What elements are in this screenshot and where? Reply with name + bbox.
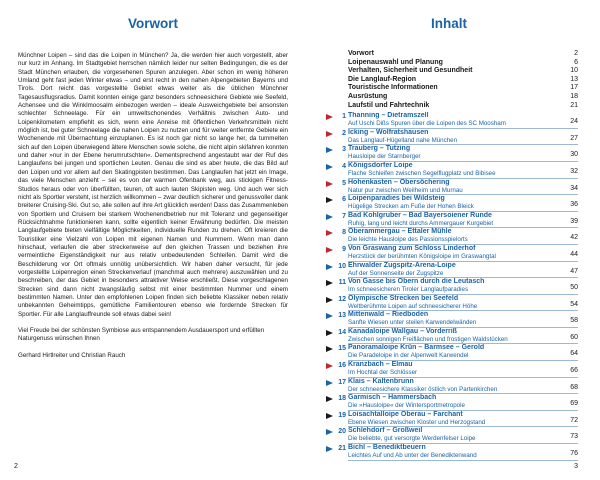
tour-subtitle: Die Paradeloipe in der Alpenwelt Karwendel <box>348 352 469 360</box>
flag-icon <box>326 164 333 170</box>
toc-entry-page: 2 <box>574 50 578 57</box>
toc-entry-page: 13 <box>570 75 578 83</box>
foreword-body <box>18 52 288 319</box>
flag-icon <box>326 297 333 303</box>
tour-number: 9 <box>342 245 346 253</box>
foreword-closing <box>18 327 288 344</box>
toc-tour-entry[interactable] <box>338 294 578 312</box>
tour-title: Kranzbach – Elmau <box>348 361 413 369</box>
page-number-right: 3 <box>574 463 578 470</box>
toc-tour-entry[interactable] <box>338 344 578 361</box>
toc-tour-entry[interactable] <box>342 128 578 146</box>
tour-title: Klais – Kaltenbrunn <box>348 377 414 385</box>
toc-entry-page: 18 <box>570 92 578 100</box>
tour-number: 8 <box>342 229 346 237</box>
tour-title: Ehrwalder Zugspitz-Arena-Loipe <box>348 261 456 269</box>
page-heading-inhalt: Inhalt <box>431 16 467 31</box>
flag-icon <box>326 280 333 286</box>
toc-tour-entry[interactable] <box>342 228 578 245</box>
toc-tour-entry[interactable] <box>342 112 578 129</box>
tour-number: 21 <box>338 445 346 453</box>
toc-tour-entry[interactable] <box>342 161 578 179</box>
tour-subtitle: Das Langlauf-Hügelland nahe München <box>348 136 458 144</box>
tour-number: 6 <box>342 196 346 204</box>
tour-subtitle: Die »Hausloipe« der Wintersportmetropole <box>348 402 465 410</box>
toc-tour-entry[interactable] <box>342 195 578 212</box>
toc-entry[interactable] <box>348 84 578 93</box>
tour-number: 7 <box>342 212 346 220</box>
toc-entry-page: 21 <box>570 101 578 109</box>
tour-page: 72 <box>570 416 578 424</box>
flag-icon <box>326 380 333 386</box>
tour-page: 66 <box>570 367 578 375</box>
toc-tour-entry[interactable] <box>342 244 578 262</box>
tour-page: 47 <box>570 267 578 275</box>
tour-page: 50 <box>570 284 578 292</box>
right-page-inhalt <box>300 0 600 480</box>
tour-title: Schlehdorf – Großweil <box>348 427 423 435</box>
tour-number: 14 <box>338 328 346 336</box>
tour-page: 60 <box>570 333 578 341</box>
tour-number: 12 <box>338 295 346 303</box>
tour-title: Icking – Wolfratshausen <box>348 128 429 136</box>
flag-icon <box>326 214 333 220</box>
toc-entry[interactable] <box>348 102 578 111</box>
toc-tour-list <box>338 112 578 460</box>
toc-tour-entry[interactable] <box>338 444 578 461</box>
toc-entry[interactable] <box>348 59 578 68</box>
flag-icon <box>326 330 333 336</box>
flag-icon <box>326 197 333 203</box>
tour-subtitle: Zwischen sonnigen Freiflächen und frostigen Waldstücken <box>348 335 508 343</box>
tour-subtitle: Natur pur zwischen Weilheim und Murnau <box>348 186 463 194</box>
tour-title: Königsdorfer Loipe <box>348 161 413 169</box>
flag-icon <box>326 346 333 352</box>
tour-title: Von Graswang zum Schloss Linderhof <box>348 244 476 252</box>
page-heading-vorwort: Vorwort <box>128 16 178 31</box>
tour-number: 18 <box>338 395 346 403</box>
toc-tour-entry[interactable] <box>338 261 578 279</box>
foreword-paragraph: Münchner Loipen – sind das die Loipen in München? Ja, die werden hier auch vorgestellt, aber nur kurz im Anhang. Im Stadtgebiet herrschen nämlich leider nur selten Bedingungen, die es der Stadt München erlauben, die vorgesehenen Spuren anzulegen. Aber schon im wenig höheren Umland geht fast jeden Winter etwas – und erst recht in den nahen Alpengebieten Bayerns und Tirols. Dort reicht das vorgestellte Gebiet etwas weiter als die üblichen Münchner Tagesausflugsradius. Damit konnten einige ganz besonders schneesichere Gebiete wie Seefeld, Achensee und die Winklmoosalm einbezogen werden – ideale Ausweichgebiete bei ansonsten schlechter Schneelage. Für ein umweltschonendes Verhältnis zwischen Auto- und Loipenkilometern empfiehlt es sich, wenn eine Anreise mit öffentlichen Verkehrsmitteln nicht möglich ist, bei guter Schneelage die nahen Loipen zu nutzen und für weiter entfernte Gebiete ein Wochenende mit Übernachtung einzuplanen. Es ist noch gar nicht so lange her, da tummelten sich auf den Loipen überwiegend ältere Menschen sowie solche, die nicht alpin skifahren konnten und daher »nur in der Ebene herumrutschten«. Dementsprechend angestaubt war der Ruf des Langlaufens bei jungen und sportlichen Leuten. Genau die sind es aber heute, die das Bild auf den Loipen und vor allem auf den Skatingpisten bestimmen. Das Langlaufen hat jetzt ein Image, das viele Menschen anzieht – sei es von der warmen Ofenbank weg, aus stickigen Fitness-Studios heraus oder von überfüllten, teuren, oft auch lauten Skipisten weg. Und auch wer sich nicht als Sportler versteht, ist herzlich willkommen – zwar deutlich sicherer und genussvoller dank breiterer Cruising-Ski. Gut so, alle sollen auf ihre Art glücklich werden! Dass das Zusammenleben von Sportlern und Cruisern bei starkem Wochenendbetrieb nur mit Toleranz und gegenseitiger Rücksichtnahme funktionieren kann, sollte eigentlich keiner Erwähnung bedürfen. Die meisten Langlaufgebiete bieten vielfältige Möglichkeiten, individuelle Runden zu drehen. Oft kreieren die Touristiker eine Vielzahl von Loipen mit eigenen Namen und Nummern. Wenn man dann hinschaut, verlaufen die aber streckenweise auf den gleichen Trassen und beziehen ihre vermeintliche Eigenständigkeit nur aus relativ unbedeutenden Schleifen. Damit wird die Beschilderung vor Ort oftmals unnötig unübersichtlich. Wir haben daher versucht, für jede vorgestellte Loipenregion einen Streckenverlauf (manchmal auch mehrere) auszuwählen und zu beschreiben, der das Gebiet in besonders attraktiver Weise erschließt. Diese vorgeschlagenen Strecken sind dann nicht zwangsläufig selbst mit einer bestimmten Nummer und einem bestimmten Namen. Unter den empfohlenen Loipen finden sich beliebte Klassiker neben relativ unbekannten Geheimtipps, gemütliche Familientouren ebenso wie fordernde Strecken für Sportler. Für alle Langlauffreunde soll etwas dabei sein! <box>18 52 288 318</box>
toc-entry-label: Verhalten, Sicherheit und Gesundheit <box>348 67 473 75</box>
toc-entry-label: Die Langlauf-Region <box>348 75 417 83</box>
flag-icon <box>326 313 333 319</box>
tour-title: Hohenkasten – Obersöchering <box>348 178 450 186</box>
tour-page: 58 <box>570 317 578 325</box>
tour-number: 10 <box>338 262 346 270</box>
tour-title: Oberammergau – Ettaler Mühle <box>348 228 452 236</box>
tour-number: 15 <box>338 345 346 353</box>
flag-icon <box>326 264 333 270</box>
toc-entry[interactable] <box>348 50 578 59</box>
tour-page: 36 <box>570 201 578 209</box>
toc-tour-entry[interactable] <box>338 410 578 428</box>
tour-subtitle: Leichtes Auf und Ab unter der Benediktenwand <box>348 452 477 460</box>
tour-number: 13 <box>338 312 346 320</box>
flag-icon <box>326 363 333 369</box>
tour-page: 32 <box>570 167 578 175</box>
tour-title: Bad Kohlgruber – Bad Bayersoiener Runde <box>348 211 492 219</box>
flag-icon <box>326 147 333 153</box>
tour-subtitle: Die leichte Hausloipe des Passionsspielorts <box>348 236 468 244</box>
flag-icon <box>326 413 333 419</box>
toc-tour-entry[interactable] <box>338 394 578 411</box>
tour-subtitle: Der schneesichere Klassiker östlich von Partenkirchen <box>348 385 498 393</box>
tour-subtitle: Im schneesicheren Tiroler Langlaufparadies <box>348 286 469 294</box>
tour-number: 1 <box>342 113 346 121</box>
tour-page: 54 <box>570 300 578 308</box>
toc-tour-entry[interactable] <box>338 311 578 328</box>
flag-icon <box>326 131 333 137</box>
tour-page: 30 <box>570 151 578 159</box>
tour-page: 64 <box>570 350 578 358</box>
tour-subtitle: Die beliebte, gut versorgte Werdenfelser Loipe <box>348 435 476 443</box>
tour-number: 5 <box>342 179 346 187</box>
author-names: Gerhard Hirtlreiter und Christian Rauch <box>18 351 126 359</box>
tour-title: Olympische Strecken bei Seefeld <box>348 294 459 302</box>
toc-tour-entry[interactable] <box>338 327 578 345</box>
tour-number: 19 <box>338 411 346 419</box>
toc-tour-entry[interactable] <box>342 211 578 229</box>
tour-title: Trauberg – Tutzing <box>348 145 411 153</box>
tour-page: 73 <box>570 433 578 441</box>
tour-subtitle: Ruhig, lang und leicht durchs Ammergauer Kurgebiet <box>348 219 494 227</box>
tour-title: Kanadaloipe Wallgau – Vorderriß <box>348 327 457 335</box>
tour-subtitle: Weltberühmte Loipen auf schneesicherer Höhe <box>348 302 478 310</box>
tour-number: 2 <box>342 129 346 137</box>
flag-icon <box>326 429 333 435</box>
toc-tour-entry[interactable] <box>342 178 578 196</box>
toc-basic-list <box>348 50 578 110</box>
toc-entry-label: Touristische Informationen <box>348 84 438 92</box>
toc-entry[interactable] <box>348 93 578 102</box>
toc-entry[interactable] <box>348 76 578 85</box>
tour-page: 34 <box>570 184 578 192</box>
tour-page: 68 <box>570 383 578 391</box>
tour-title: Von Gasse bis Obern durch die Leutasch <box>348 278 485 286</box>
toc-tour-entry[interactable] <box>338 377 578 395</box>
tour-number: 4 <box>342 162 346 170</box>
tour-title: Bichl – Benediktbeuern <box>348 444 426 452</box>
tour-subtitle: Auf Uschi Dißs Spuren über die Loipen des SC Moosham <box>348 120 506 128</box>
tour-subtitle: Hausloipe der Starnberger <box>348 153 421 161</box>
tour-subtitle: Hügelige Strecken am Fuße der Hohen Bleick <box>348 203 474 211</box>
flag-icon <box>326 247 333 253</box>
tour-number: 16 <box>338 362 346 370</box>
tour-page: 39 <box>570 217 578 225</box>
entry-divider <box>348 460 578 461</box>
toc-entry-label: Ausrüstung <box>348 92 388 100</box>
closing-paragraph: Viel Freude bei der schönsten Symbiose aus entspannendem Ausdauersport und erfüllten Naturgenuss wünschen Ihnen <box>18 327 265 343</box>
toc-tour-entry[interactable] <box>338 278 578 295</box>
tour-subtitle: Auf der Sonnenseite der Zugspitze <box>348 269 444 277</box>
flag-icon <box>326 181 333 187</box>
tour-number: 3 <box>342 146 346 154</box>
tour-number: 11 <box>338 279 346 287</box>
tour-title: Mittenwald – Riedboden <box>348 311 429 319</box>
flag-icon <box>326 114 333 120</box>
tour-number: 17 <box>338 378 346 386</box>
toc-entry-page: 6 <box>574 58 578 66</box>
tour-subtitle: Ebene Wiesen zwischen Kloster und Herzogstand <box>348 418 486 426</box>
tour-subtitle: Sanfte Wiesen unter steilen Karwendelwänden <box>348 319 477 327</box>
toc-entry-page: 10 <box>570 67 578 75</box>
toc-entry-label: Vorwort <box>348 50 374 57</box>
toc-entry[interactable] <box>348 67 578 76</box>
tour-subtitle: Im Hochtal der Schlösser <box>348 369 418 377</box>
toc-entry-label: Laufstil und Fahrtechnik <box>348 101 430 109</box>
table-of-contents <box>338 50 578 461</box>
tour-page: 69 <box>570 400 578 408</box>
flag-icon <box>326 396 333 402</box>
tour-subtitle: Herzstück der berühmten Königsloipe im Graswangtal <box>348 252 496 260</box>
tour-title: Thanning – Dietramszell <box>348 112 429 120</box>
tour-title: Panoramaloipe Krün – Barmsee – Gerold <box>348 344 485 352</box>
tour-page: 27 <box>570 134 578 142</box>
page-number-left: 2 <box>14 463 18 470</box>
flag-icon <box>326 446 333 452</box>
tour-number: 20 <box>338 428 346 436</box>
toc-tour-entry[interactable] <box>338 361 578 378</box>
flag-icon <box>326 230 333 236</box>
tour-page: 24 <box>570 118 578 126</box>
tour-title: Loisachtalloipe Oberau – Farchant <box>348 410 463 418</box>
tour-page: 44 <box>570 250 578 258</box>
toc-tour-entry[interactable] <box>342 145 578 162</box>
tour-title: Garmisch – Hammersbach <box>348 394 437 402</box>
toc-entry-page: 17 <box>570 84 578 92</box>
tour-page: 42 <box>570 234 578 242</box>
tour-title: Loipenparadies bei Wildsteig <box>348 195 445 203</box>
toc-tour-entry[interactable] <box>338 427 578 444</box>
tour-subtitle: Flache Schleifen zwischen Segelflugplatz und Bibisee <box>348 169 496 177</box>
tour-page: 76 <box>570 450 578 458</box>
toc-entry-label: Loipenauswahl und Planung <box>348 58 443 66</box>
